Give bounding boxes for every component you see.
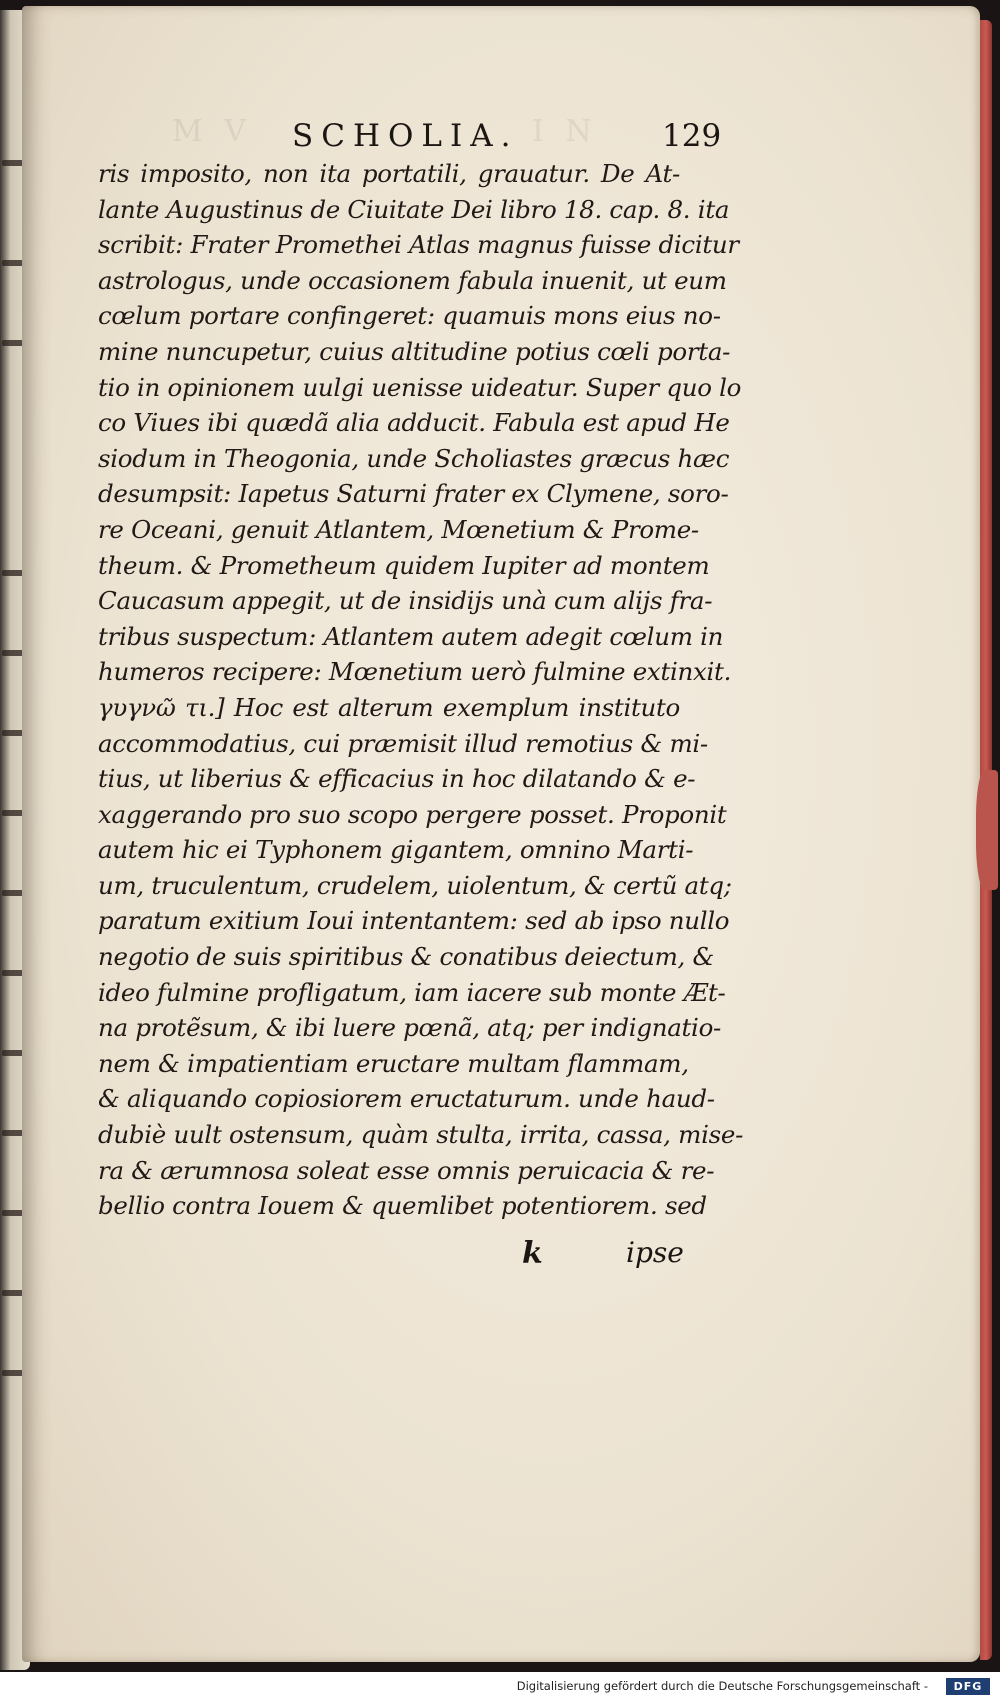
text-line: lante Augustinus de Ciuitate Dei libro 18. cap. 8. ita bbox=[98, 194, 730, 224]
margin-fragment bbox=[2, 1290, 24, 1296]
signature-mark: k bbox=[522, 1236, 543, 1271]
running-head: SCHOLIA. bbox=[292, 118, 519, 154]
text-line: astrologus, unde occasionem fabula inuenit, ut eum bbox=[98, 265, 727, 295]
text-line: & aliquando copiosiorem eructaturum. unde haud- bbox=[98, 1084, 715, 1114]
margin-fragment bbox=[2, 340, 24, 346]
text-line: humeros recipere: Mœnetium uerò fulmine extinxit. bbox=[98, 657, 732, 687]
margin-fragment bbox=[2, 260, 24, 266]
text-line: ra & ærumnosa soleat esse omnis peruicacia & re- bbox=[98, 1155, 715, 1185]
margin-fragment bbox=[2, 160, 24, 166]
text-line: dubiè uult ostensum, quàm stulta, irrita, cassa, mise- bbox=[98, 1120, 744, 1150]
funding-credit: Digitalisierung gefördert durch die Deutsche Forschungsgemeinschaft - bbox=[516, 1679, 928, 1693]
text-line: tribus suspectum: Atlantem autem adegit cœlum in bbox=[98, 621, 724, 651]
text-line: cœlum portare confingeret: quamuis mons eius no- bbox=[98, 301, 721, 331]
text-line: siodum in Theogonia, unde Scholiastes græcus hæc bbox=[98, 443, 730, 473]
text-line: desumpsit: Iapetus Saturni frater ex Clymene, soro- bbox=[98, 479, 729, 509]
text-line: scribit: Frater Promethei Atlas magnus fuisse dicitur bbox=[98, 230, 739, 260]
dfg-logo: DFG bbox=[946, 1678, 990, 1695]
body-text bbox=[98, 156, 744, 1224]
text-line: paratum exitium Ioui intentantem: sed ab ipso nullo bbox=[98, 906, 730, 936]
text-line: tius, ut liberius & efficacius in hoc dilatando & e- bbox=[98, 764, 696, 794]
text-line: tio in opinionem uulgi uenisse uideatur. Super quo lo bbox=[98, 372, 742, 402]
margin-fragment bbox=[2, 890, 24, 896]
text-line: mine nuncupetur, cuius altitudine potius cœli porta- bbox=[98, 336, 731, 366]
text-line: bellio contra Iouem & quemlibet potentiorem. sed bbox=[98, 1191, 707, 1221]
margin-fragment bbox=[2, 810, 24, 816]
text-line: γυγνῶ τι.] Hoc est alterum exemplum instituto bbox=[98, 692, 680, 722]
text-line: xaggerando pro suo scopo pergere posset. Proponit bbox=[98, 799, 727, 829]
margin-fragment bbox=[2, 1370, 24, 1376]
text-line: negotio de suis spiritibus & conatibus deiectum, & bbox=[98, 942, 715, 972]
text-line: nem & impatientiam eructare multam flammam, bbox=[98, 1048, 689, 1078]
text-line: theum. & Prometheum quidem Iupiter ad montem bbox=[98, 550, 710, 580]
text-line: ideo fulmine profligatum, iam iacere sub monte Æt- bbox=[98, 977, 726, 1007]
margin-fragment bbox=[2, 730, 24, 736]
bleed-through-ghost: M V bbox=[172, 114, 252, 149]
margin-fragment bbox=[2, 650, 24, 656]
margin-fragment bbox=[2, 1130, 24, 1136]
margin-fragment bbox=[2, 1210, 24, 1216]
margin-fragment bbox=[2, 570, 24, 576]
margin-fragment bbox=[2, 970, 24, 976]
text-line: ris imposito, non ita portatili, grauatur. De At- bbox=[98, 159, 680, 188]
digitization-footer bbox=[0, 1672, 1000, 1702]
book-page bbox=[22, 6, 980, 1662]
text-line: re Oceani, genuit Atlantem, Mœnetium & Prome- bbox=[98, 514, 699, 544]
margin-fragment bbox=[2, 1050, 24, 1056]
page-number: 129 bbox=[662, 118, 722, 154]
text-line: Caucasum appegit, ut de insidijs unà cum alijs fra- bbox=[98, 586, 713, 616]
text-line: co Viues ibi quædã alia adducit. Fabula est apud He bbox=[98, 408, 730, 438]
text-line: autem hic ei Typhonem gigantem, omnino Marti- bbox=[98, 835, 694, 865]
text-line: accommodatius, cui præmisit illud remotius & mi- bbox=[98, 728, 708, 758]
text-line: um, truculentum, crudelem, uiolentum, & certũ atq; bbox=[98, 870, 732, 900]
bleed-through-ghost: I N bbox=[532, 114, 598, 149]
book-clasp-tab bbox=[976, 770, 998, 890]
text-line: na protẽsum, & ibi luere pœnã, atq; per indignatio- bbox=[98, 1013, 722, 1043]
catchword: ipse bbox=[626, 1236, 684, 1269]
